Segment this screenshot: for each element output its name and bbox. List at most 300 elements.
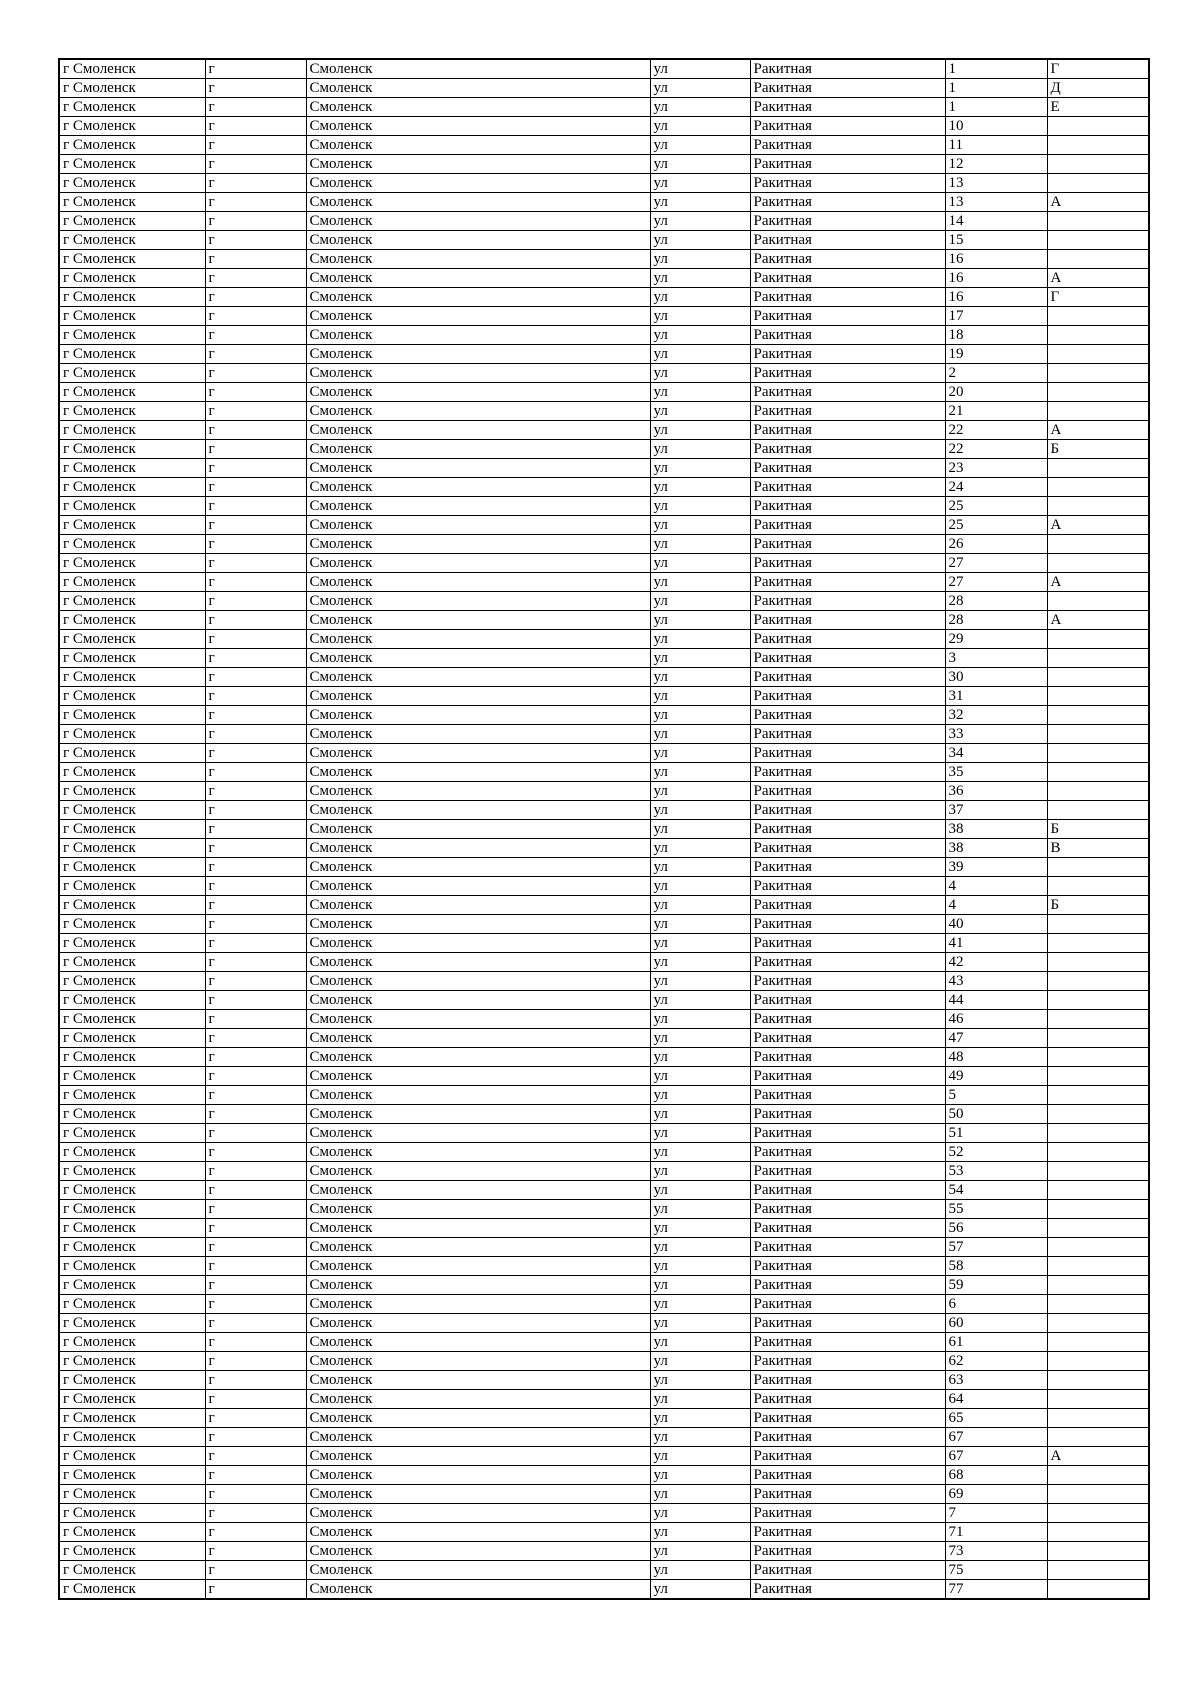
city-type-cell: г [205,155,306,174]
street-type-cell: ул [650,1352,750,1371]
house-letter-cell [1047,934,1149,953]
table-row [59,307,1149,326]
house-letter-cell [1047,478,1149,497]
street-type-cell: ул [650,1276,750,1295]
house-number-cell: 58 [945,1257,1047,1276]
city-type-cell: г [205,1333,306,1352]
city-type-cell: г [205,497,306,516]
house-number-cell: 68 [945,1466,1047,1485]
city-type-cell: г [205,1409,306,1428]
street-type-cell: ул [650,1238,750,1257]
city-type-cell: г [205,1276,306,1295]
city-full-cell: г Смоленск [59,611,205,630]
city-type-cell: г [205,744,306,763]
street-name-cell: Ракитная [750,1124,945,1143]
street-name-cell: Ракитная [750,269,945,288]
street-name-cell: Ракитная [750,1428,945,1447]
city-type-cell: г [205,1181,306,1200]
table-row [59,744,1149,763]
table-row [59,763,1149,782]
house-letter-cell [1047,915,1149,934]
street-type-cell: ул [650,1333,750,1352]
address-table [58,58,1150,1600]
street-type-cell: ул [650,1067,750,1086]
street-name-cell: Ракитная [750,1029,945,1048]
street-type-cell: ул [650,1504,750,1523]
table-row [59,801,1149,820]
city-full-cell: г Смоленск [59,744,205,763]
house-number-cell: 41 [945,934,1047,953]
table-row [59,497,1149,516]
city-type-cell: г [205,364,306,383]
house-letter-cell [1047,1314,1149,1333]
street-name-cell: Ракитная [750,801,945,820]
house-number-cell: 36 [945,782,1047,801]
street-name-cell: Ракитная [750,79,945,98]
house-number-cell: 44 [945,991,1047,1010]
street-name-cell: Ракитная [750,1466,945,1485]
street-type-cell: ул [650,1295,750,1314]
street-type-cell: ул [650,478,750,497]
city-name-cell: Смоленск [306,193,650,212]
street-name-cell: Ракитная [750,1542,945,1561]
street-name-cell: Ракитная [750,953,945,972]
city-name-cell: Смоленск [306,1333,650,1352]
house-letter-cell: Г [1047,59,1149,79]
city-name-cell: Смоленск [306,459,650,478]
city-full-cell: г Смоленск [59,782,205,801]
house-letter-cell [1047,744,1149,763]
street-name-cell: Ракитная [750,573,945,592]
street-name-cell: Ракитная [750,668,945,687]
house-number-cell: 25 [945,497,1047,516]
house-number-cell: 49 [945,1067,1047,1086]
city-type-cell: г [205,630,306,649]
street-type-cell: ул [650,972,750,991]
street-name-cell: Ракитная [750,1485,945,1504]
house-number-cell: 59 [945,1276,1047,1295]
city-type-cell: г [205,98,306,117]
city-full-cell: г Смоленск [59,231,205,250]
house-letter-cell [1047,1200,1149,1219]
street-type-cell: ул [650,402,750,421]
street-name-cell: Ракитная [750,1105,945,1124]
city-name-cell: Смоленск [306,1352,650,1371]
city-type-cell: г [205,782,306,801]
street-name-cell: Ракитная [750,364,945,383]
house-letter-cell: А [1047,611,1149,630]
city-type-cell: г [205,459,306,478]
street-name-cell: Ракитная [750,991,945,1010]
city-name-cell: Смоленск [306,364,650,383]
house-letter-cell [1047,174,1149,193]
street-name-cell: Ракитная [750,1371,945,1390]
table-row [59,934,1149,953]
table-row [59,345,1149,364]
city-full-cell: г Смоленск [59,307,205,326]
city-type-cell: г [205,1124,306,1143]
city-name-cell: Смоленск [306,801,650,820]
table-row [59,649,1149,668]
city-type-cell: г [205,1542,306,1561]
house-number-cell: 4 [945,877,1047,896]
city-type-cell: г [205,592,306,611]
city-full-cell: г Смоленск [59,117,205,136]
city-full-cell: г Смоленск [59,1124,205,1143]
house-letter-cell: Б [1047,896,1149,915]
city-type-cell: г [205,1219,306,1238]
city-type-cell: г [205,174,306,193]
city-type-cell: г [205,231,306,250]
street-type-cell: ул [650,1029,750,1048]
street-type-cell: ул [650,1181,750,1200]
city-full-cell: г Смоленск [59,79,205,98]
house-number-cell: 27 [945,554,1047,573]
city-name-cell: Смоленск [306,136,650,155]
street-type-cell: ул [650,611,750,630]
city-name-cell: Смоленск [306,59,650,79]
street-type-cell: ул [650,1428,750,1447]
city-full-cell: г Смоленск [59,1048,205,1067]
house-number-cell: 32 [945,706,1047,725]
city-type-cell: г [205,953,306,972]
house-number-cell: 48 [945,1048,1047,1067]
city-full-cell: г Смоленск [59,592,205,611]
city-name-cell: Смоленск [306,98,650,117]
house-letter-cell [1047,307,1149,326]
house-number-cell: 2 [945,364,1047,383]
city-type-cell: г [205,193,306,212]
city-type-cell: г [205,288,306,307]
city-type-cell: г [205,649,306,668]
house-number-cell: 5 [945,1086,1047,1105]
table-row [59,972,1149,991]
city-type-cell: г [205,991,306,1010]
city-name-cell: Смоленск [306,592,650,611]
table-row [59,136,1149,155]
table-row [59,1371,1149,1390]
house-number-cell: 33 [945,725,1047,744]
table-row [59,269,1149,288]
house-number-cell: 20 [945,383,1047,402]
house-number-cell: 18 [945,326,1047,345]
city-full-cell: г Смоленск [59,1276,205,1295]
table-row [59,953,1149,972]
house-letter-cell [1047,554,1149,573]
street-name-cell: Ракитная [750,877,945,896]
house-number-cell: 57 [945,1238,1047,1257]
house-number-cell: 56 [945,1219,1047,1238]
table-row [59,1124,1149,1143]
city-full-cell: г Смоленск [59,440,205,459]
city-full-cell: г Смоленск [59,364,205,383]
city-name-cell: Смоленск [306,1029,650,1048]
table-row [59,1447,1149,1466]
house-number-cell: 75 [945,1561,1047,1580]
house-number-cell: 61 [945,1333,1047,1352]
street-name-cell: Ракитная [750,250,945,269]
street-name-cell: Ракитная [750,896,945,915]
city-name-cell: Смоленск [306,1580,650,1600]
city-name-cell: Смоленск [306,991,650,1010]
city-name-cell: Смоленск [306,1542,650,1561]
city-name-cell: Смоленск [306,1295,650,1314]
street-type-cell: ул [650,763,750,782]
city-type-cell: г [205,1295,306,1314]
street-type-cell: ул [650,915,750,934]
street-type-cell: ул [650,497,750,516]
city-name-cell: Смоленск [306,877,650,896]
street-type-cell: ул [650,307,750,326]
city-type-cell: г [205,972,306,991]
street-type-cell: ул [650,1371,750,1390]
city-name-cell: Смоленск [306,744,650,763]
house-letter-cell [1047,1561,1149,1580]
city-type-cell: г [205,1561,306,1580]
street-type-cell: ул [650,573,750,592]
city-full-cell: г Смоленск [59,98,205,117]
house-number-cell: 15 [945,231,1047,250]
city-full-cell: г Смоленск [59,953,205,972]
house-letter-cell [1047,1124,1149,1143]
city-type-cell: г [205,402,306,421]
house-letter-cell [1047,402,1149,421]
house-letter-cell [1047,212,1149,231]
house-letter-cell: Д [1047,79,1149,98]
city-type-cell: г [205,877,306,896]
city-full-cell: г Смоленск [59,1523,205,1542]
city-name-cell: Смоленск [306,440,650,459]
street-type-cell: ул [650,1010,750,1029]
street-type-cell: ул [650,782,750,801]
city-type-cell: г [205,1010,306,1029]
street-type-cell: ул [650,934,750,953]
street-type-cell: ул [650,839,750,858]
city-full-cell: г Смоленск [59,1219,205,1238]
city-type-cell: г [205,1238,306,1257]
house-letter-cell [1047,1428,1149,1447]
table-row [59,1181,1149,1200]
house-number-cell: 30 [945,668,1047,687]
table-row [59,896,1149,915]
street-type-cell: ул [650,953,750,972]
street-name-cell: Ракитная [750,345,945,364]
city-name-cell: Смоленск [306,839,650,858]
city-name-cell: Смоленск [306,782,650,801]
table-row [59,554,1149,573]
table-row [59,478,1149,497]
table-row [59,1086,1149,1105]
street-type-cell: ул [650,250,750,269]
city-type-cell: г [205,1162,306,1181]
table-row [59,1048,1149,1067]
city-full-cell: г Смоленск [59,1504,205,1523]
house-number-cell: 38 [945,839,1047,858]
house-number-cell: 28 [945,592,1047,611]
city-name-cell: Смоленск [306,269,650,288]
table-row [59,117,1149,136]
city-type-cell: г [205,345,306,364]
table-row [59,535,1149,554]
table-row [59,1257,1149,1276]
city-type-cell: г [205,212,306,231]
city-type-cell: г [205,858,306,877]
house-number-cell: 43 [945,972,1047,991]
city-name-cell: Смоленск [306,1105,650,1124]
street-name-cell: Ракитная [750,1390,945,1409]
house-letter-cell: А [1047,269,1149,288]
city-full-cell: г Смоленск [59,383,205,402]
city-full-cell: г Смоленск [59,516,205,535]
street-name-cell: Ракитная [750,1504,945,1523]
street-type-cell: ул [650,212,750,231]
house-letter-cell [1047,497,1149,516]
house-number-cell: 39 [945,858,1047,877]
city-name-cell: Смоленск [306,345,650,364]
house-number-cell: 23 [945,459,1047,478]
street-type-cell: ул [650,383,750,402]
house-letter-cell [1047,1257,1149,1276]
city-full-cell: г Смоленск [59,1466,205,1485]
city-type-cell: г [205,1143,306,1162]
house-letter-cell [1047,1333,1149,1352]
street-type-cell: ул [650,896,750,915]
city-name-cell: Смоленск [306,1067,650,1086]
city-name-cell: Смоленск [306,307,650,326]
house-number-cell: 28 [945,611,1047,630]
table-row [59,1276,1149,1295]
street-type-cell: ул [650,231,750,250]
city-name-cell: Смоленск [306,1219,650,1238]
city-name-cell: Смоленск [306,1466,650,1485]
city-name-cell: Смоленск [306,725,650,744]
house-number-cell: 3 [945,649,1047,668]
city-full-cell: г Смоленск [59,630,205,649]
city-name-cell: Смоленск [306,250,650,269]
table-row [59,1067,1149,1086]
city-full-cell: г Смоленск [59,573,205,592]
house-letter-cell: Е [1047,98,1149,117]
street-type-cell: ул [650,630,750,649]
street-type-cell: ул [650,326,750,345]
table-row [59,155,1149,174]
city-type-cell: г [205,1314,306,1333]
table-row [59,858,1149,877]
city-name-cell: Смоленск [306,573,650,592]
table-row [59,421,1149,440]
street-type-cell: ул [650,1447,750,1466]
house-number-cell: 6 [945,1295,1047,1314]
table-row [59,1314,1149,1333]
house-number-cell: 24 [945,478,1047,497]
city-type-cell: г [205,1048,306,1067]
street-type-cell: ул [650,1219,750,1238]
table-row [59,79,1149,98]
house-number-cell: 38 [945,820,1047,839]
street-name-cell: Ракитная [750,1314,945,1333]
table-row [59,1580,1149,1600]
house-letter-cell [1047,858,1149,877]
city-type-cell: г [205,326,306,345]
city-type-cell: г [205,1029,306,1048]
house-letter-cell [1047,1276,1149,1295]
city-name-cell: Смоленск [306,687,650,706]
street-type-cell: ул [650,1485,750,1504]
city-name-cell: Смоленск [306,1162,650,1181]
street-name-cell: Ракитная [750,117,945,136]
city-full-cell: г Смоленск [59,1485,205,1504]
table-row [59,611,1149,630]
city-type-cell: г [205,1523,306,1542]
city-type-cell: г [205,1086,306,1105]
city-type-cell: г [205,1466,306,1485]
city-name-cell: Смоленск [306,1143,650,1162]
city-name-cell: Смоленск [306,1409,650,1428]
street-name-cell: Ракитная [750,1200,945,1219]
city-full-cell: г Смоленск [59,1257,205,1276]
street-name-cell: Ракитная [750,1162,945,1181]
house-number-cell: 31 [945,687,1047,706]
city-full-cell: г Смоленск [59,155,205,174]
street-type-cell: ул [650,288,750,307]
city-name-cell: Смоленск [306,1561,650,1580]
city-full-cell: г Смоленск [59,459,205,478]
city-full-cell: г Смоленск [59,1542,205,1561]
street-name-cell: Ракитная [750,1561,945,1580]
street-name-cell: Ракитная [750,1295,945,1314]
table-row [59,1561,1149,1580]
house-number-cell: 73 [945,1542,1047,1561]
street-name-cell: Ракитная [750,136,945,155]
street-name-cell: Ракитная [750,649,945,668]
street-name-cell: Ракитная [750,839,945,858]
street-name-cell: Ракитная [750,1523,945,1542]
city-full-cell: г Смоленск [59,687,205,706]
city-name-cell: Смоленск [306,174,650,193]
street-type-cell: ул [650,877,750,896]
house-number-cell: 29 [945,630,1047,649]
city-type-cell: г [205,1105,306,1124]
house-letter-cell [1047,1466,1149,1485]
table-row [59,212,1149,231]
street-name-cell: Ракитная [750,1048,945,1067]
street-type-cell: ул [650,687,750,706]
city-type-cell: г [205,269,306,288]
city-type-cell: г [205,383,306,402]
city-full-cell: г Смоленск [59,763,205,782]
street-name-cell: Ракитная [750,288,945,307]
city-name-cell: Смоленск [306,497,650,516]
city-type-cell: г [205,687,306,706]
city-full-cell: г Смоленск [59,1561,205,1580]
table-row [59,877,1149,896]
house-number-cell: 27 [945,573,1047,592]
city-name-cell: Смоленск [306,1447,650,1466]
table-row [59,1466,1149,1485]
street-name-cell: Ракитная [750,1352,945,1371]
house-letter-cell [1047,155,1149,174]
city-full-cell: г Смоленск [59,1390,205,1409]
table-row [59,459,1149,478]
house-number-cell: 17 [945,307,1047,326]
city-type-cell: г [205,839,306,858]
street-name-cell: Ракитная [750,1409,945,1428]
city-full-cell: г Смоленск [59,649,205,668]
street-name-cell: Ракитная [750,820,945,839]
city-full-cell: г Смоленск [59,1371,205,1390]
street-name-cell: Ракитная [750,440,945,459]
table-row [59,1200,1149,1219]
